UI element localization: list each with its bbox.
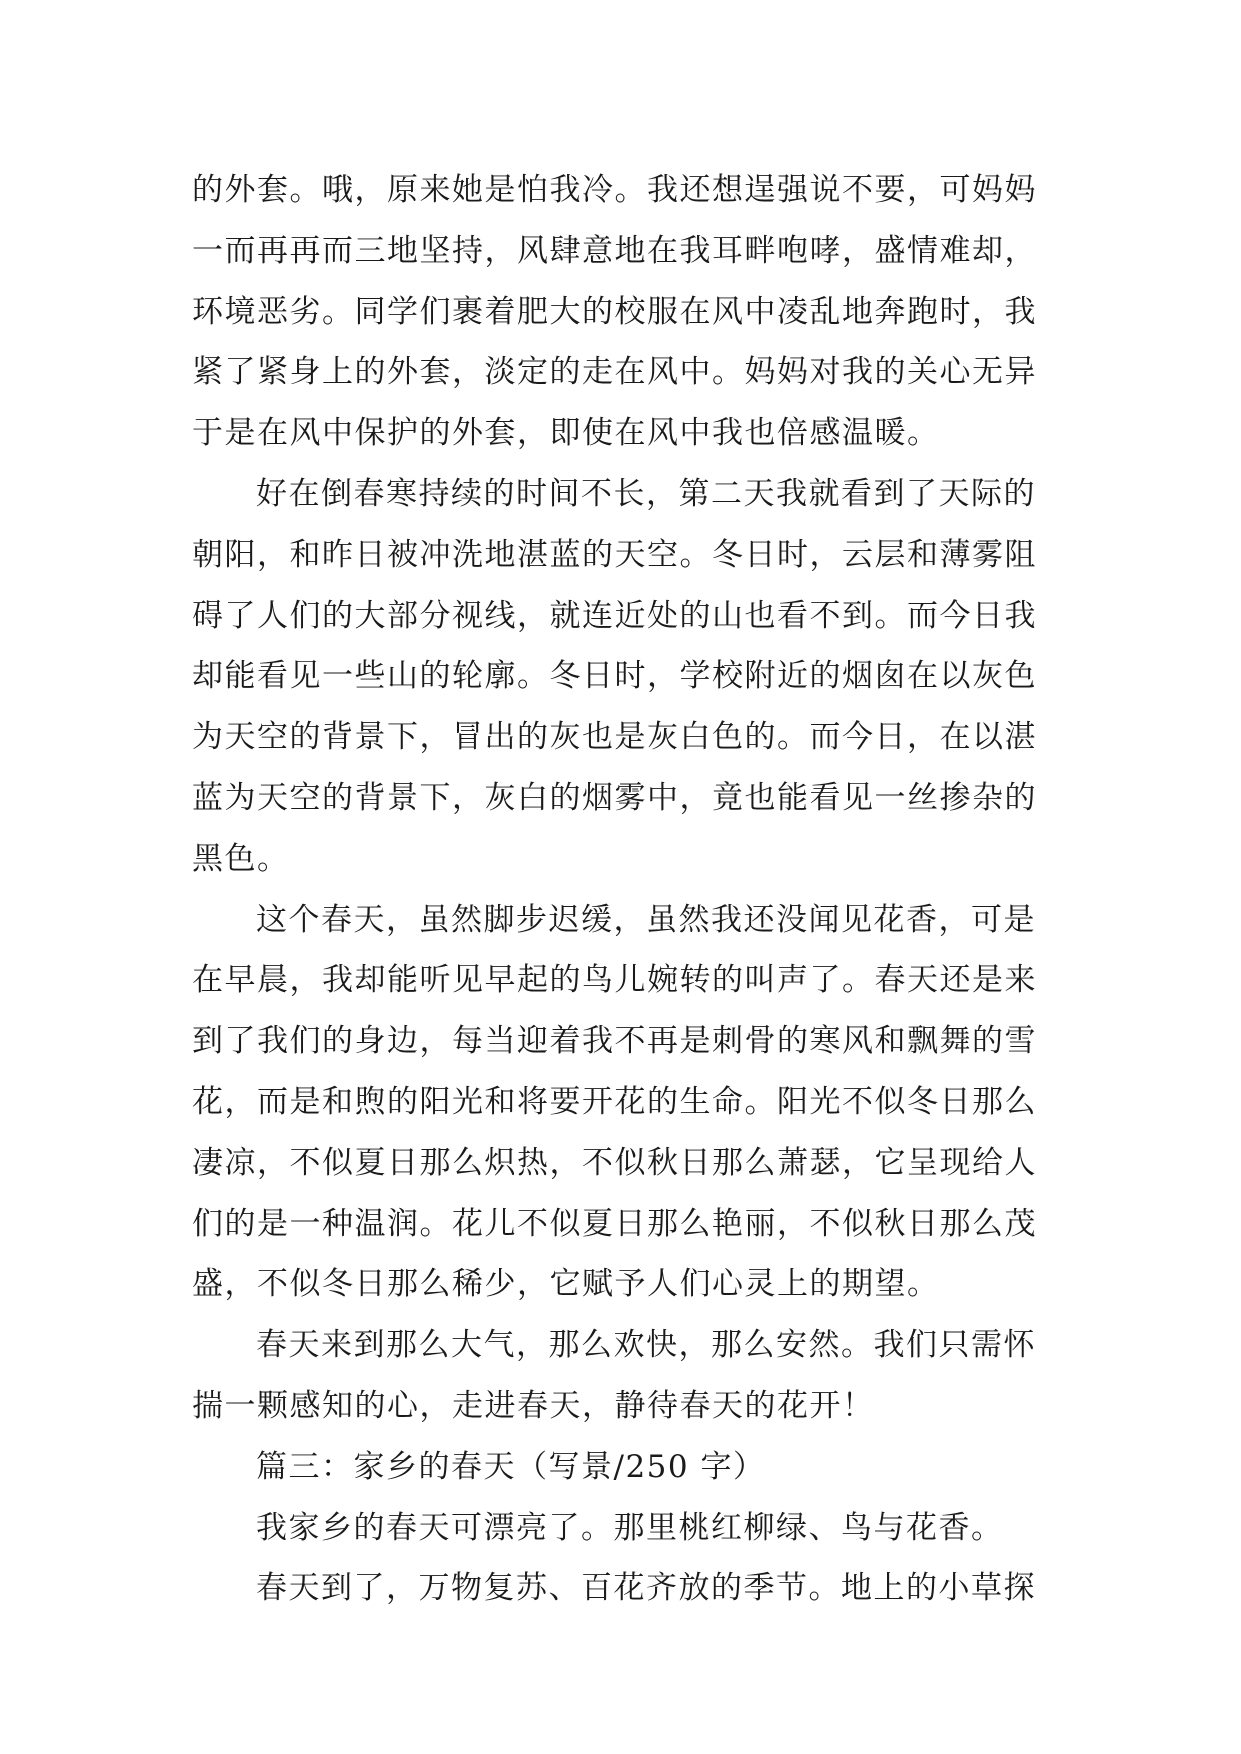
text-line: 于是在风中保护的外套，即使在风中我也倍感温暖。 [192,415,940,452]
text-line: 这个春天，虽然脚步迟缓，虽然我还没闻见花香，可是 [256,901,1036,938]
text-line: 到了我们的身边，每当迎着我不再是刺骨的寒风和飘舞的雪 [192,1023,1037,1060]
text-line: 揣一颗感知的心，走进春天，静待春天的花开！ [192,1387,875,1424]
text-line: 我家乡的春天可漂亮了。那里桃红柳绿、鸟与花香。 [256,1509,1004,1546]
text-line: 盛，不似冬日那么稀少，它赋予人们心灵上的期望。 [192,1266,940,1303]
text-line: 春天来到那么大气，那么欢快，那么安然。我们只需怀 [256,1327,1036,1364]
text-line: 春天到了，万物复苏、百花齐放的季节。地上的小草探 [256,1570,1036,1607]
text-line: 们的是一种温润。花儿不似夏日那么艳丽，不似秋日那么茂 [192,1205,1037,1242]
text-line: 好在倒春寒持续的时间不长，第二天我就看到了天际的 [256,475,1036,512]
text-line: 一而再再而三地坚持，风肆意地在我耳畔咆哮，盛情难却， [192,232,1037,269]
text-line: 篇三：家乡的春天（写景/250 字） [256,1448,766,1485]
text-line: 的外套。哦，原来她是怕我冷。我还想逞强说不要，可妈妈 [192,172,1037,208]
text-line: 为天空的背景下，冒出的灰也是灰白色的。而今日，在以湛 [192,719,1037,756]
text-line: 碍了人们的大部分视线，就连近处的山也看不到。而今日我 [192,597,1037,634]
text-line: 蓝为天空的背景下，灰白的烟雾中，竟也能看见一丝掺杂的 [192,779,1037,816]
text-line: 在早晨，我却能听见早起的鸟儿婉转的叫声了。春天还是来 [192,962,1037,999]
text-line: 环境恶劣。同学们裹着肥大的校服在风中凌乱地奔跑时，我 [192,293,1037,330]
text-line: 朝阳，和昨日被冲洗地湛蓝的天空。冬日时，云层和薄雾阻 [192,536,1037,573]
document-body [192,160,1062,1619]
text-line: 黑色。 [192,840,290,877]
text-line: 花，而是和煦的阳光和将要开花的生命。阳光不似冬日那么 [192,1083,1037,1120]
text-line: 紧了紧身上的外套，淡定的走在风中。妈妈对我的关心无异 [192,354,1037,391]
text-line: 凄凉，不似夏日那么炽热，不似秋日那么萧瑟，它呈现给人 [192,1144,1037,1181]
text-line: 却能看见一些山的轮廓。冬日时，学校附近的烟囱在以灰色 [192,658,1037,695]
